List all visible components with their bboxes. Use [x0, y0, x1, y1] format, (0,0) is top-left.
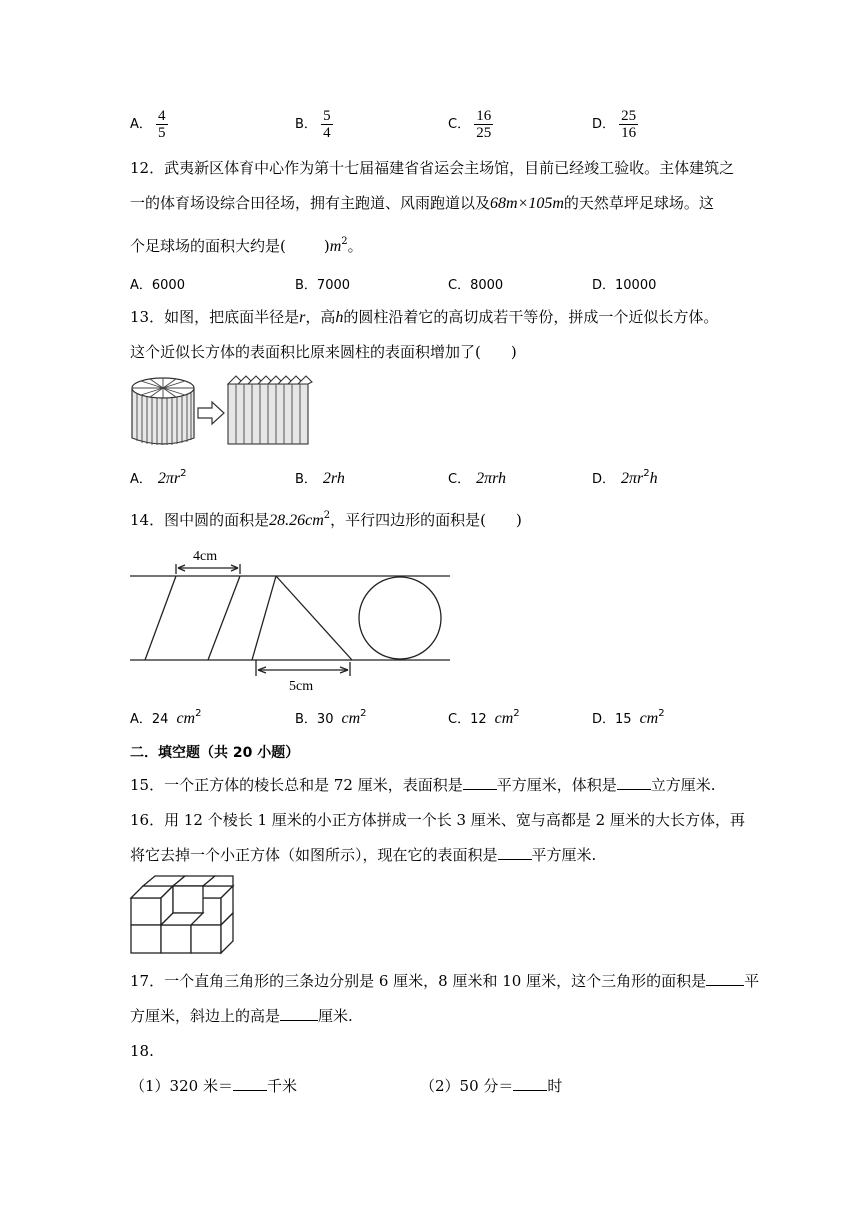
q13-text: 的圆柱沿着它的高切成若干等份，拼成一个近似长方体。 [343, 308, 719, 326]
option-expr: 2πr [157, 470, 181, 487]
option-unit: cm [341, 710, 361, 727]
q18-text: （1）320 米＝ [130, 1077, 233, 1095]
option-letter: A． [130, 712, 152, 727]
option-unit: cm [494, 710, 514, 727]
q14-text: ，平行四边形的面积是( [330, 511, 486, 529]
q15-text: 立方厘米. [650, 776, 716, 794]
q14-option-a [130, 708, 201, 728]
section-title: 二．填空题（共 20 小题） [130, 745, 300, 761]
q14-text: 14．图中圆的面积是 [130, 511, 270, 529]
numerator: 25 [621, 108, 637, 124]
q13-option-a [130, 468, 187, 488]
option-letter: A． [130, 472, 152, 487]
q11-option-c [448, 108, 493, 141]
q12-text: 的天然草坪足球场。这 [563, 194, 714, 212]
superscript: 2 [658, 708, 665, 719]
q12-text: 。 [347, 237, 363, 255]
superscript: 2 [643, 468, 650, 479]
q11-option-d [592, 108, 638, 141]
cuboid-shape [228, 376, 312, 444]
option-value: 24 [151, 712, 169, 727]
cylinder-shape [132, 378, 194, 445]
superscript: 2 [341, 236, 348, 247]
q17-text: 方厘米，斜边上的高是 [130, 1007, 281, 1025]
q14-option-d [592, 708, 665, 728]
denominator: 16 [621, 125, 637, 141]
option-expr: 2rh [322, 470, 345, 487]
q11-option-b [295, 108, 333, 141]
paren: ) [510, 343, 517, 361]
q12-line2 [130, 193, 714, 214]
q16-text: 平方厘米. [531, 846, 597, 864]
answer-blank[interactable] [513, 1076, 547, 1091]
q18-part1 [130, 1076, 297, 1096]
height-symbol: h [335, 309, 344, 326]
option-value: 12 [470, 712, 487, 727]
superscript: 2 [513, 708, 520, 719]
option-unit: cm [639, 710, 659, 727]
circle-shape [359, 577, 441, 659]
option-value: 15 [615, 712, 632, 727]
bottom-dimension-label: 5cm [289, 679, 314, 694]
q16-text: 将它去掉一个小正方体（如图所示），现在它的表面积是 [130, 846, 498, 864]
paren: ) [515, 511, 522, 529]
q12-option-a: A．6000 [130, 278, 185, 293]
q12-option-d: D．10000 [592, 278, 657, 293]
q17-line2 [130, 1006, 353, 1026]
option-letter: B． [295, 117, 317, 132]
answer-blank[interactable] [233, 1076, 267, 1091]
q12-option-c: C．8000 [448, 278, 504, 293]
parallelogram-circle-figure [128, 544, 458, 694]
option-expr-tail: h [649, 470, 658, 487]
q13-text: ，高 [305, 308, 336, 326]
denominator: 4 [323, 125, 331, 141]
denominator: 5 [158, 125, 166, 141]
superscript: 2 [180, 468, 187, 479]
q18-number: 18. [130, 1042, 154, 1060]
cube-stack-figure [130, 878, 234, 956]
paren: ) [323, 237, 330, 255]
option-letter: C． [448, 472, 471, 487]
q12-option-b: B．7000 [295, 278, 351, 293]
answer-blank[interactable] [463, 775, 497, 790]
q12-line3 [130, 232, 363, 257]
q13-option-d [592, 468, 658, 488]
option-expr: 2πr [621, 470, 644, 487]
q17-text: 厘米. [318, 1007, 353, 1025]
superscript: 2 [360, 708, 367, 719]
q15-line [130, 775, 716, 795]
q13-line2 [130, 342, 517, 362]
q17-text: 17．一个直角三角形的三条边分别是 6 厘米，8 厘米和 10 厘米，这个三角形的面积是 [130, 972, 707, 990]
q17-text: 平 [744, 972, 760, 990]
fraction [321, 108, 333, 141]
option-unit: cm [176, 710, 196, 727]
q13-option-b [295, 468, 345, 488]
answer-blank[interactable] [280, 1006, 318, 1021]
answer-blank[interactable] [617, 775, 651, 790]
q13-line1 [130, 307, 718, 328]
numerator: 4 [158, 108, 166, 124]
option-value: 30 [316, 712, 334, 727]
q16-line1: 16．用 12 个棱长 1 厘米的小正方体拼成一个长 3 厘米、宽与高都是 2 厘米的大长方体，再 [130, 811, 745, 829]
q16-line2 [130, 845, 596, 865]
unit: m [329, 238, 342, 255]
option-letter: D． [592, 117, 616, 132]
denominator: 25 [476, 125, 492, 141]
option-letter: C． [448, 712, 471, 727]
answer-blank[interactable] [498, 845, 532, 860]
q12-text: 个足球场的面积大约是( [130, 237, 286, 255]
top-dimension-label: 4cm [193, 549, 218, 564]
option-letter: D． [592, 712, 616, 727]
superscript: 2 [195, 708, 202, 719]
q18-text: （2）50 分＝ [420, 1077, 514, 1095]
numerator: 5 [323, 108, 331, 124]
option-letter: B． [295, 472, 317, 487]
numerator: 16 [476, 108, 492, 124]
fraction [619, 108, 638, 141]
option-letter: A． [130, 117, 152, 132]
q18-part2 [420, 1076, 562, 1096]
cylinder-to-cuboid-figure [128, 372, 318, 450]
q12-dimensions: 68m×105m [490, 195, 564, 212]
q13-option-c [448, 468, 506, 488]
option-letter: C． [448, 117, 471, 132]
option-letter: D． [592, 472, 616, 487]
answer-blank[interactable] [706, 971, 744, 986]
radius-symbol: r [299, 309, 306, 326]
option-expr: 2πrh [476, 470, 507, 487]
q15-text: 平方厘米，体积是 [496, 776, 617, 794]
q14-option-c [448, 708, 520, 728]
option-letter: B． [295, 712, 317, 727]
q17-line1 [130, 971, 759, 991]
superscript: 2 [323, 510, 331, 521]
q15-text: 15．一个正方体的棱长总和是 72 厘米，表面积是 [130, 776, 463, 794]
q18-text: 时 [547, 1077, 563, 1095]
q13-text: 13．如图，把底面半径是 [130, 308, 300, 326]
q14-option-b [295, 708, 367, 728]
q18-text: 千米 [266, 1077, 297, 1095]
q14-line [130, 506, 522, 531]
q12-text: 一的体育场设综合田径场，拥有主跑道、风雨跑道以及 [130, 194, 491, 212]
fraction [156, 108, 168, 141]
q12-line1: 12．武夷新区体育中心作为第十七届福建省省运会主场馆，目前已经竣工验收。主体建筑之 [130, 159, 735, 177]
q13-text: 这个近似长方体的表面积比原来圆柱的表面积增加了( [130, 343, 481, 361]
circle-area: 28.26cm [269, 512, 324, 529]
fraction [474, 108, 493, 141]
q11-option-a [130, 108, 168, 141]
